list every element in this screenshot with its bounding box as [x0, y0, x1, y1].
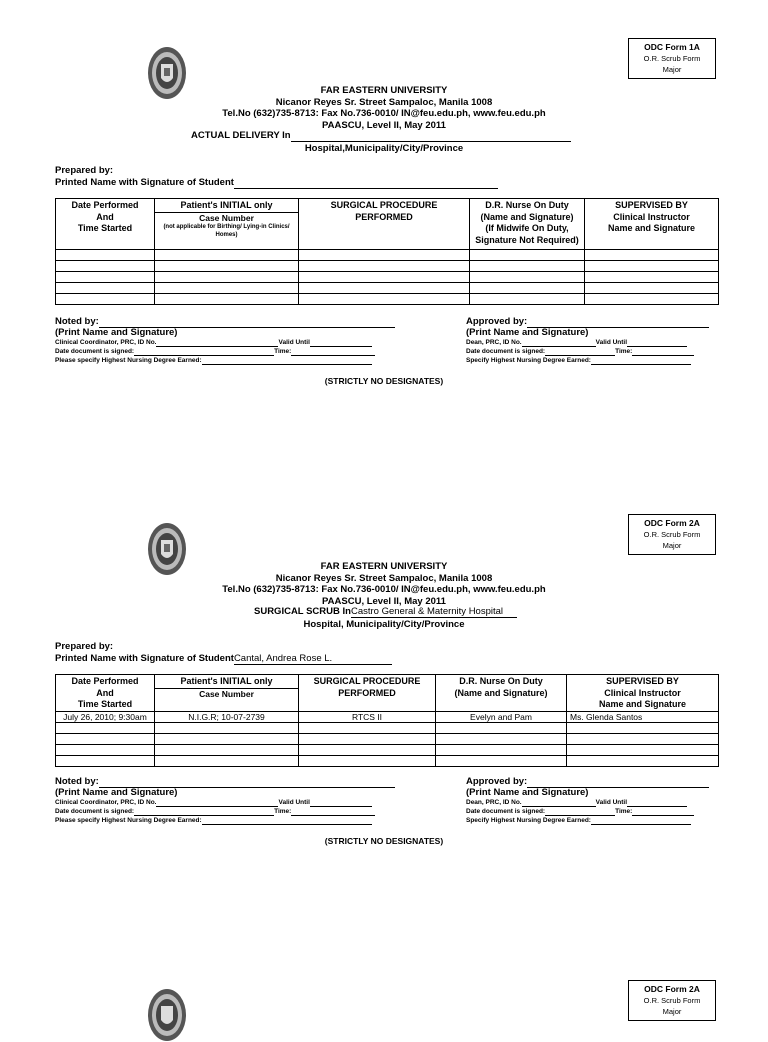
- date-signed-line-right: Date document is signed: Time:: [466, 347, 694, 356]
- table-row: [56, 723, 719, 734]
- table-row: [56, 261, 719, 272]
- col-patient-header: Patient's INITIAL only Case Number (not applicable for Birthing/ Lying-in Clinics/ Homes): [155, 199, 299, 250]
- print-name-right: (Print Name and Signature): [466, 787, 589, 798]
- col-procedure-header: SURGICAL PROCEDURE PERFORMED: [299, 675, 436, 712]
- university-name: FAR EASTERN UNIVERSITY: [320, 561, 448, 572]
- accreditation: PAASCU, Level II, May 2011: [322, 595, 446, 607]
- form-type: Major: [662, 541, 682, 550]
- strictly-no-designates: (STRICTLY NO DESIGNATES): [324, 836, 444, 846]
- activity-field[interactable]: Castro General & Maternity Hospital: [351, 606, 517, 618]
- activity-label: ACTUAL DELIVERY In: [191, 130, 291, 141]
- form-code: ODC Form 2A: [644, 518, 700, 528]
- degree-line-left: Please specify Highest Nursing Degree Earned:: [55, 816, 372, 825]
- activity-line: [191, 130, 571, 142]
- col-date-header: Date Performed And Time Started: [56, 675, 155, 712]
- activity-label: SURGICAL SCRUB In: [254, 606, 351, 617]
- noted-by-line: Noted by:: [55, 316, 395, 328]
- header-block: [0, 561, 768, 607]
- approved-by-line: Approved by:: [466, 776, 709, 788]
- form-type: Major: [662, 1007, 682, 1016]
- student-line: [55, 177, 498, 189]
- location-caption: Hospital, Municipality/City/Province: [303, 619, 465, 630]
- prepared-by: Prepared by:: [55, 165, 114, 176]
- university-name: FAR EASTERN UNIVERSITY: [320, 85, 448, 96]
- dean-line: Dean, PRC, ID No. Valid Until: [466, 338, 687, 347]
- header-block: [0, 85, 768, 131]
- strictly-no-designates: (STRICTLY NO DESIGNATES): [324, 376, 444, 386]
- noted-by-line: Noted by:: [55, 776, 395, 788]
- table-row: [56, 745, 719, 756]
- table-row: [56, 272, 719, 283]
- degree-line-right: Specify Highest Nursing Degree Earned:: [466, 816, 691, 825]
- form-type: Major: [662, 65, 682, 74]
- table-row: [56, 283, 719, 294]
- table-row: July 26, 2010; 9:30am N.I.G.R; 10-07-2739 RTCS II Evelyn and Pam Ms. Glenda Santos: [56, 712, 719, 723]
- degree-line-right: Specify Highest Nursing Degree Earned:: [466, 356, 691, 365]
- university-seal-icon: [147, 988, 187, 1042]
- accreditation: PAASCU, Level II, May 2011: [322, 119, 446, 131]
- form-title: O.R. Scrub Form: [643, 996, 701, 1005]
- col-nurse-header: D.R. Nurse On Duty (Name and Signature): [436, 675, 567, 712]
- student-field[interactable]: [234, 177, 498, 189]
- col-procedure-header: SURGICAL PROCEDURE PERFORMED: [299, 199, 470, 250]
- university-address: Nicanor Reyes Sr. Street Sampaloc, Manila 1008: [275, 572, 493, 584]
- col-supervisor-header: SUPERVISED BY Clinical Instructor Name and Signature: [567, 675, 719, 712]
- coordinator-line: Clinical Coordinator, PRC, ID No. Valid Until: [55, 338, 372, 347]
- col-date-header: Date Performed And Time Started: [56, 199, 155, 250]
- coordinator-line: Clinical Coordinator, PRC, ID No. Valid Until: [55, 798, 372, 807]
- col-patient-header: Patient's INITIAL only Case Number: [155, 675, 299, 712]
- university-address: Nicanor Reyes Sr. Street Sampaloc, Manila 1008: [275, 96, 493, 108]
- university-contact: Tel.No (632)735-8713: Fax No.736-0010/ IN@feu.edu.ph, www.feu.edu.ph: [222, 108, 546, 119]
- activity-field[interactable]: [291, 130, 571, 142]
- procedure-table: [55, 198, 719, 305]
- table-row: [56, 756, 719, 767]
- university-contact: Tel.No (632)735-8713: Fax No.736-0010/ IN@feu.edu.ph, www.feu.edu.ph: [222, 584, 546, 595]
- form-code-box: [628, 980, 716, 1021]
- date-signed-line: Date document is signed: Time:: [55, 807, 375, 816]
- col-nurse-header: D.R. Nurse On Duty (Name and Signature) (If Midwife On Duty, Signature Not Required): [470, 199, 585, 250]
- procedure-table: [55, 674, 719, 767]
- dean-line: Dean, PRC, ID No. Valid Until: [466, 798, 687, 807]
- print-name-left: (Print Name and Signature): [55, 327, 178, 338]
- student-label: Printed Name with Signature of Student: [55, 653, 234, 664]
- form-code-box: [628, 38, 716, 79]
- date-signed-line: Date document is signed: Time:: [55, 347, 375, 356]
- form-code: ODC Form 2A: [644, 984, 700, 994]
- table-row: [56, 294, 719, 305]
- table-row: [56, 250, 719, 261]
- print-name-right: (Print Name and Signature): [466, 327, 589, 338]
- form-title: O.R. Scrub Form: [643, 54, 701, 63]
- prepared-by: Prepared by:: [55, 641, 114, 652]
- col-supervisor-header: SUPERVISED BY Clinical Instructor Name and Signature: [585, 199, 719, 250]
- degree-line-left: Please specify Highest Nursing Degree Earned:: [55, 356, 372, 365]
- student-field[interactable]: Cantal, Andrea Rose L.: [234, 653, 392, 665]
- form-code-box: [628, 514, 716, 555]
- date-signed-line-right: Date document is signed: Time:: [466, 807, 694, 816]
- form-code: ODC Form 1A: [644, 42, 700, 52]
- student-line: [55, 653, 392, 665]
- student-label: Printed Name with Signature of Student: [55, 177, 234, 188]
- location-caption: Hospital,Municipality/City/Province: [304, 143, 464, 154]
- table-row: [56, 734, 719, 745]
- activity-line: [254, 606, 517, 618]
- approved-by-line: Approved by:: [466, 316, 709, 328]
- form-title: O.R. Scrub Form: [643, 530, 701, 539]
- print-name-left: (Print Name and Signature): [55, 787, 178, 798]
